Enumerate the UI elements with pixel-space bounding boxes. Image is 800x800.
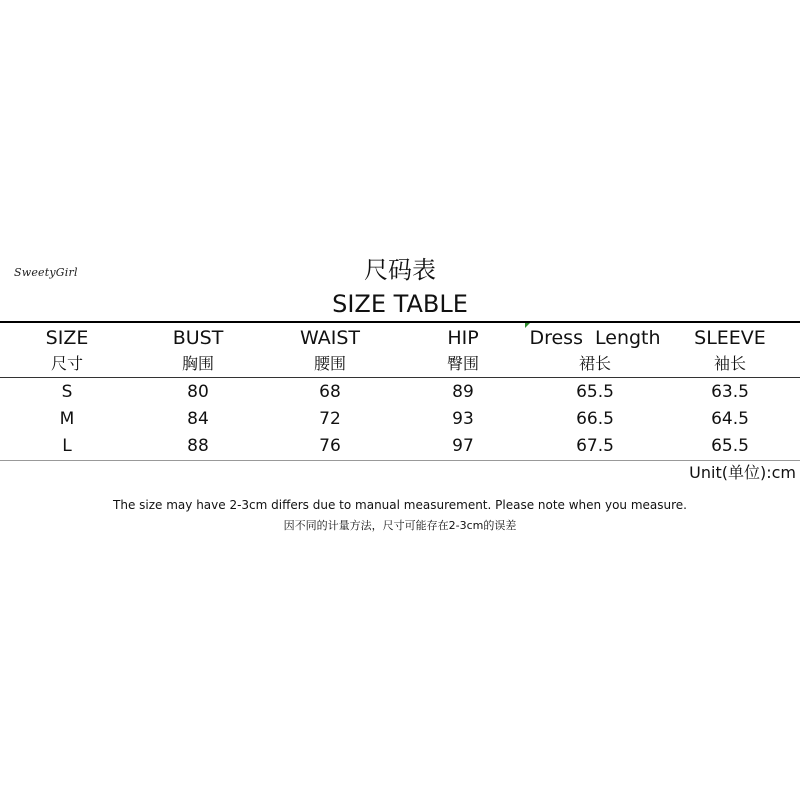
unit-label: Unit(单位):cm xyxy=(689,463,796,482)
table-top-rule xyxy=(0,321,800,323)
table-cell-sleeve: 63.5 xyxy=(711,382,749,402)
table-cell-dress-length: 65.5 xyxy=(576,382,614,402)
page-title-cn: 尺码表 xyxy=(364,256,436,284)
header-waist: WAIST xyxy=(299,327,360,349)
header-bust: BUST xyxy=(172,327,224,349)
table-bottom-rule xyxy=(0,460,800,461)
header-hip: HIP xyxy=(447,327,479,349)
table-cell-hip: 93 xyxy=(452,409,474,429)
table-cell-sleeve: 64.5 xyxy=(711,409,749,429)
header-dress-length: Dress Length xyxy=(529,327,661,349)
table-cell-dress-length: 67.5 xyxy=(576,436,614,456)
table-cell-hip: 97 xyxy=(452,436,474,456)
header-size: SIZE xyxy=(45,327,89,349)
table-cell-bust: 80 xyxy=(187,382,209,402)
table-cell-size: L xyxy=(62,436,72,456)
header-sleeve-cn: 袖长 xyxy=(713,354,746,373)
table-cell-waist: 72 xyxy=(319,409,341,429)
table-cell-sleeve: 65.5 xyxy=(711,436,749,456)
page-title-en: SIZE TABLE xyxy=(332,290,468,318)
measurement-note-cn: 因不同的计量方法，尺寸可能存在2-3cm的误差 xyxy=(283,519,517,532)
header-size-cn: 尺寸 xyxy=(50,354,83,373)
header-dress-length-cn: 裙长 xyxy=(578,354,611,373)
table-cell-waist: 76 xyxy=(319,436,341,456)
table-cell-hip: 89 xyxy=(452,382,474,402)
table-cell-dress-length: 66.5 xyxy=(576,409,614,429)
table-cell-bust: 84 xyxy=(187,409,209,429)
measurement-note-en: The size may have 2-3cm differs due to manual measurement. Please note when you measure. xyxy=(113,498,687,512)
header-hip-cn: 臀围 xyxy=(446,354,479,373)
header-bust-cn: 胸围 xyxy=(181,354,214,373)
table-cell-waist: 68 xyxy=(319,382,341,402)
header-sleeve: SLEEVE xyxy=(694,327,766,349)
table-header-rule xyxy=(0,377,800,378)
header-waist-cn: 腰围 xyxy=(313,354,346,373)
table-cell-bust: 88 xyxy=(187,436,209,456)
table-cell-size: S xyxy=(61,382,73,402)
table-cell-size: M xyxy=(59,409,75,429)
brand-logo: SweetyGirl xyxy=(14,266,78,279)
